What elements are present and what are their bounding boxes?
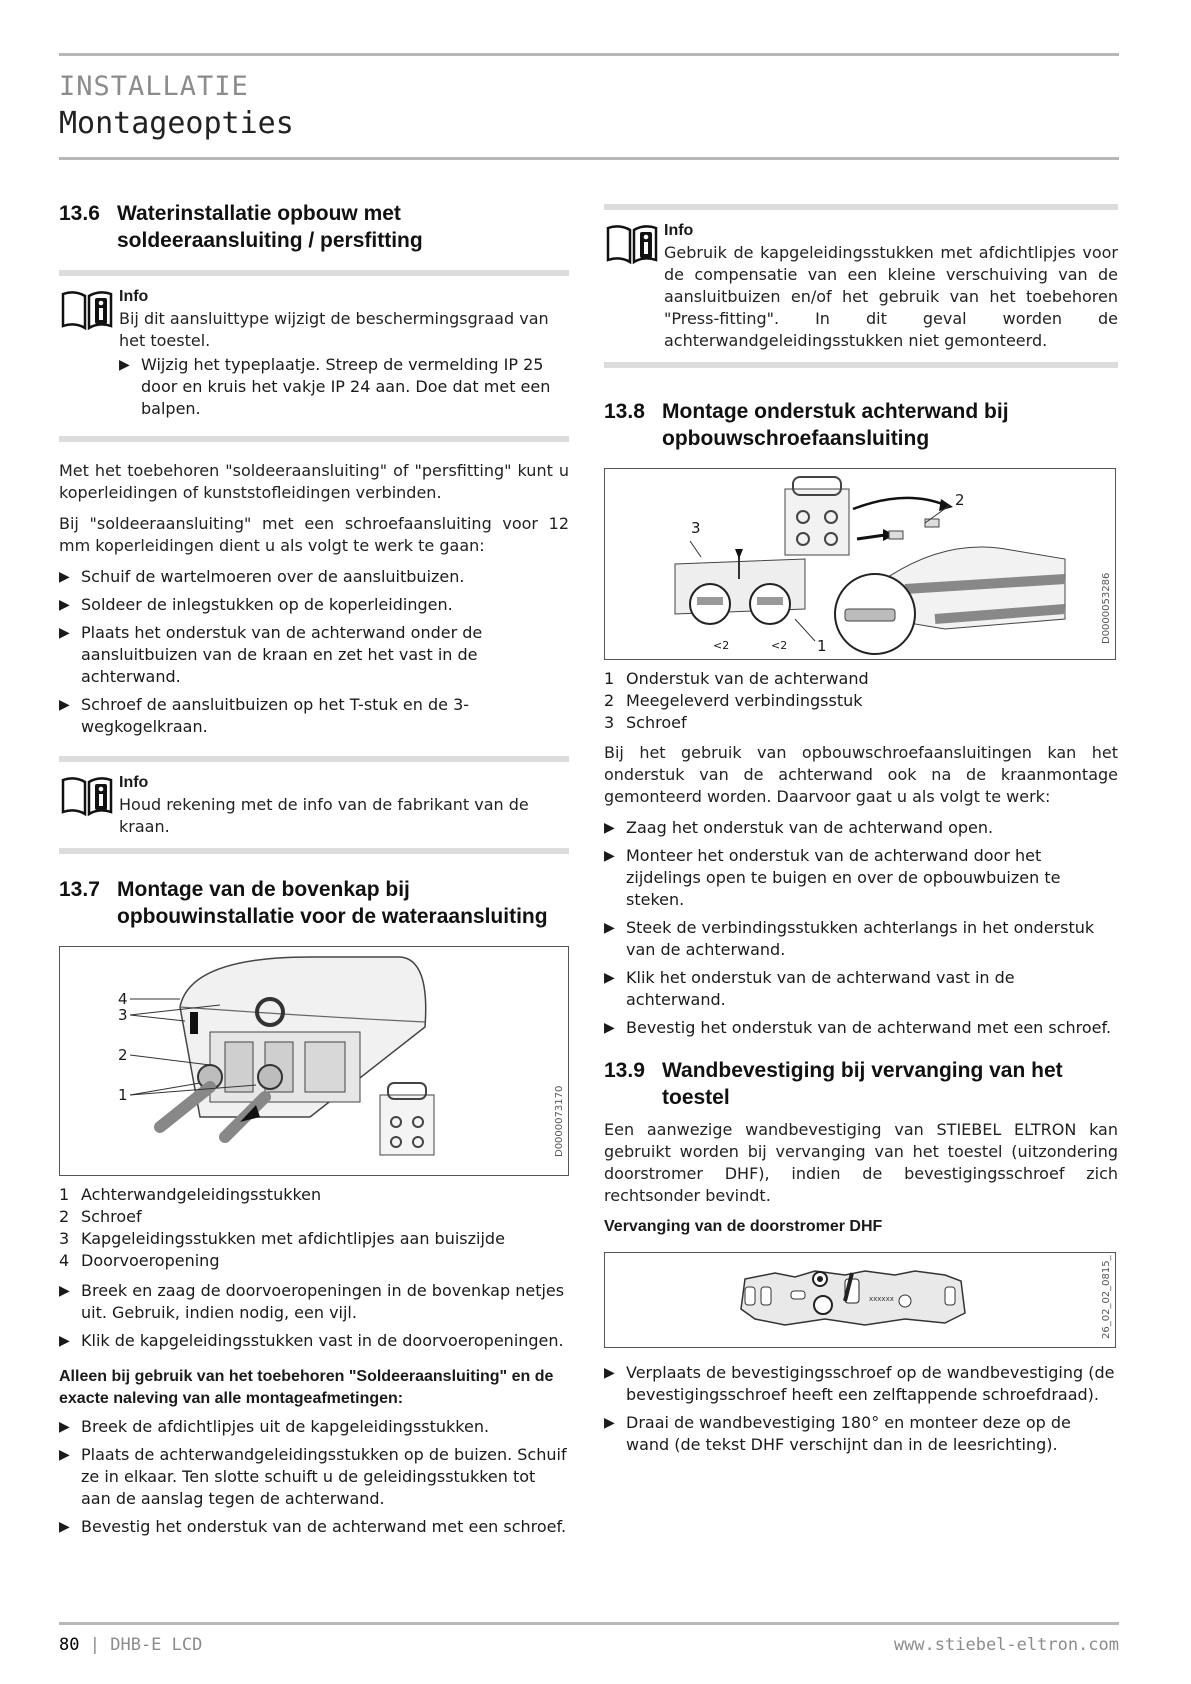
callout-label: <2: [771, 639, 788, 652]
step-list: [59, 1416, 569, 1538]
figure-code: D0000073170: [554, 1085, 565, 1157]
figure-wall-bracket: [604, 1252, 1116, 1348]
bullet-arrow-icon: ▶: [604, 1020, 615, 1036]
legend-number: 3: [59, 1229, 70, 1248]
svg-text:xxxxxx: xxxxxx: [869, 1295, 894, 1303]
header-top-rule: [59, 53, 1119, 56]
info-box: [59, 270, 569, 442]
step-text: Plaats het onderstuk van de achterwand onder de aansluitbuizen van de kraan en zet het vast in de achterwand.: [81, 623, 483, 686]
footer-separator: |: [89, 1635, 100, 1655]
step-text: Klik het onderstuk van de achterwand vast in de achterwand.: [626, 968, 1015, 1009]
bullet-arrow-icon: ▶: [59, 697, 70, 713]
bullet-arrow-icon: ▶: [59, 1283, 70, 1299]
list-item: [59, 594, 569, 616]
legend-item: [59, 1184, 569, 1206]
bullet-arrow-icon: ▶: [604, 820, 615, 836]
section-number: 13.9: [604, 1059, 645, 1082]
info-step-list: [119, 354, 569, 420]
legend-item: [604, 668, 1118, 690]
header-bottom-rule: [59, 157, 1119, 160]
section-title: Waterinstallatie opbouw met soldeeraansluiting / persfitting: [117, 202, 423, 252]
subheading: Vervanging van de doorstromer DHF: [604, 1218, 883, 1235]
cover-installation-drawing: [60, 947, 566, 1173]
bullet-arrow-icon: ▶: [604, 1365, 615, 1381]
callout-label: 2: [955, 491, 965, 509]
step-text: Plaats de achterwandgeleidingsstukken op de buizen. Schuif ze in elkaar. Ten slotte schuift u de geleidingsstukken tot aan de aanslag tegen de achterwand.: [81, 1445, 567, 1508]
step-text: Breek de afdichtlipjes uit de kapgeleidingsstukken.: [81, 1417, 490, 1436]
callout-label: <2: [713, 639, 730, 652]
footer-left: [59, 1635, 202, 1655]
list-item: [59, 694, 569, 738]
section-title: Montage onderstuk achterwand bij opbouwschroefaansluiting: [662, 400, 1009, 450]
bullet-arrow-icon: ▶: [604, 920, 615, 936]
figure-code: D0000053286: [1101, 572, 1112, 644]
paragraph: Een aanwezige wandbevestiging van STIEBEL ELTRON kan gebruikt worden bij vervanging van het toestel (uitzondering doorstromer DHF), indien de bevestigingsschroef zich rechtsonder bevindt.: [604, 1120, 1118, 1205]
info-box: [604, 204, 1118, 368]
list-item: [604, 845, 1118, 911]
callout-label: 3: [118, 1006, 128, 1024]
legend-number: 2: [59, 1207, 70, 1226]
bullet-arrow-icon: ▶: [604, 970, 615, 986]
list-item: [604, 1017, 1118, 1039]
section-title: Wandbevestiging bij vervanging van het toestel: [662, 1059, 1063, 1109]
step-text: Klik de kapgeleidingsstukken vast in de doorvoeropeningen.: [81, 1331, 564, 1350]
bullet-arrow-icon: ▶: [59, 1447, 70, 1463]
callout-label: 2: [118, 1046, 128, 1064]
step-text: Schroef de aansluitbuizen op het T-stuk en de 3-wegkogelkraan.: [81, 695, 470, 736]
legend-text: Achterwandgeleidingsstukken: [81, 1185, 322, 1204]
paragraph: Bij "soldeeraansluiting" met een schroefaansluiting voor 12 mm koperleidingen dient u als volgt te werk te gaan:: [59, 514, 569, 555]
callout-label: 1: [817, 637, 827, 655]
info-book-icon: [604, 220, 660, 266]
info-book-icon: [59, 772, 115, 818]
list-item: [604, 1412, 1118, 1456]
page-number: 80: [59, 1635, 80, 1655]
legend-item: [59, 1250, 569, 1272]
legend-number: 3: [604, 713, 615, 732]
list-item: [604, 917, 1118, 961]
figure-legend: [59, 1184, 569, 1272]
footer-rule: [59, 1622, 1119, 1625]
backwall-lower-part-drawing: [605, 469, 1113, 657]
section-13-9-heading: [604, 1057, 1118, 1111]
step-text: Steek de verbindingsstukken achterlangs in het onderstuk van de achterwand.: [626, 918, 1095, 959]
callout-label: 1: [118, 1086, 128, 1104]
list-item: [59, 1416, 569, 1438]
bullet-arrow-icon: ▶: [604, 1415, 615, 1431]
legend-item: [604, 712, 1118, 734]
page-header: [59, 70, 1119, 144]
section-number: 13.6: [59, 202, 100, 225]
step-list: [59, 1280, 569, 1352]
bullet-arrow-icon: ▶: [59, 625, 70, 641]
list-item: [604, 1362, 1118, 1406]
step-text: Zaag het onderstuk van de achterwand open.: [626, 818, 994, 837]
list-item: [59, 622, 569, 688]
list-item: [119, 354, 569, 420]
figure-lower-part-backwall: [604, 468, 1116, 660]
bullet-arrow-icon: ▶: [59, 1519, 70, 1535]
figure-code: 26_02_02_0815_: [1101, 1255, 1112, 1339]
section-13-8-heading: [604, 398, 1118, 452]
info-label: Info: [119, 288, 149, 305]
legend-text: Meegeleverd verbindingsstuk: [626, 691, 863, 710]
step-text: Soldeer de inlegstukken op de koperleidingen.: [81, 595, 453, 614]
legend-text: Schroef: [81, 1207, 142, 1226]
bullet-arrow-icon: ▶: [59, 597, 70, 613]
right-column: [604, 210, 1118, 1464]
info-box: [59, 756, 569, 854]
list-item: [59, 566, 569, 588]
legend-item: [604, 690, 1118, 712]
step-text: Schuif de wartelmoeren over de aansluitbuizen.: [81, 567, 465, 586]
legend-item: [59, 1228, 569, 1250]
step-text: Verplaats de bevestigingsschroef op de wandbevestiging (de bevestigingsschroef heeft een zelftappende schroefdraad).: [626, 1363, 1115, 1404]
section-number: 13.7: [59, 878, 100, 901]
step-list: [604, 817, 1118, 1039]
section-13-7-heading: [59, 876, 569, 930]
callout-label: 3: [691, 519, 701, 537]
info-label: Info: [119, 774, 149, 791]
list-item: [59, 1444, 569, 1510]
step-text: Bevestig het onderstuk van de achterwand met een schroef.: [626, 1018, 1112, 1037]
figure-legend: [604, 668, 1118, 734]
info-text: Gebruik de kapgeleidingsstukken met afdichtlipjes voor de compensatie van een kleine verschuiving van de aansluitbuizen en/of het gebruik van het toebehoren "Press-fitting". In dit geval worden de achterwandgeleidingsstukken niet gemonteerd.: [664, 243, 1118, 350]
step-text: Draai de wandbevestiging 180° en monteer deze op de wand (de tekst DHF verschijnt dan in de leesrichting).: [626, 1413, 1071, 1454]
legend-number: 2: [604, 691, 615, 710]
section-13-6-heading: [59, 200, 569, 254]
figure-cover-installation: [59, 946, 569, 1176]
bullet-arrow-icon: ▶: [59, 569, 70, 585]
paragraph: Bij het gebruik van opbouwschroefaansluitingen kan het onderstuk van de achterwand ook na de kraanmontage gemonteerd worden. Daarvoor gaat u als volgt te werk:: [604, 743, 1118, 806]
info-text: Bij dit aansluittype wijzigt de beschermingsgraad van het toestel.: [119, 309, 549, 350]
legend-number: 1: [59, 1185, 70, 1204]
step-list: [59, 566, 569, 738]
left-column: [59, 200, 569, 1546]
info-label: Info: [664, 222, 694, 239]
step-text: Wijzig het typeplaatje. Streep de vermelding IP 25 door en kruis het vakje IP 24 aan. Doe dat met een balpen.: [141, 355, 551, 418]
bullet-arrow-icon: ▶: [59, 1419, 70, 1435]
info-text: Houd rekening met de info van de fabrikant van de kraan.: [119, 795, 529, 836]
list-item: [59, 1516, 569, 1538]
bullet-arrow-icon: ▶: [119, 357, 130, 373]
step-text: Monteer het onderstuk van de achterwand door het zijdelings open te buigen en over de opbouwbuizen te steken.: [626, 846, 1061, 909]
legend-number: 1: [604, 669, 615, 688]
paragraph: Met het toebehoren "soldeeraansluiting" of "persfitting" kunt u koperleidingen of kunststofleidingen verbinden.: [59, 461, 569, 502]
list-item: [604, 967, 1118, 1011]
legend-text: Doorvoeropening: [81, 1251, 220, 1270]
list-item: [59, 1330, 569, 1352]
step-text: Bevestig het onderstuk van de achterwand met een schroef.: [81, 1517, 567, 1536]
section-title: Montage van de bovenkap bij opbouwinstallatie voor de wateraansluiting: [117, 878, 548, 928]
wall-bracket-drawing: [605, 1253, 1113, 1345]
legend-text: Schroef: [626, 713, 687, 732]
legend-number: 4: [59, 1251, 70, 1270]
subheading: Alleen bij gebruik van het toebehoren "Soldeeraansluiting" en de exacte naleving van alle montageafmetingen:: [59, 1368, 554, 1407]
legend-text: Kapgeleidingsstukken met afdichtlipjes aan buiszijde: [81, 1229, 505, 1248]
section-label: INSTALLATIE: [59, 71, 249, 102]
legend-text: Onderstuk van de achterwand: [626, 669, 869, 688]
page-footer: [59, 1635, 1119, 1655]
footer-url[interactable]: www.stiebel-eltron.com: [893, 1635, 1119, 1655]
page-title: Montageopties: [59, 106, 294, 141]
step-list: [604, 1362, 1118, 1456]
info-book-icon: [59, 286, 115, 332]
list-item: [59, 1280, 569, 1324]
callout-label: 4: [118, 990, 128, 1008]
list-item: [604, 817, 1118, 839]
bullet-arrow-icon: ▶: [604, 848, 615, 864]
bullet-arrow-icon: ▶: [59, 1333, 70, 1349]
model-name: DHB-E LCD: [110, 1635, 203, 1655]
step-text: Breek en zaag de doorvoeropeningen in de bovenkap netjes uit. Gebruik, indien nodig, een vijl.: [81, 1281, 565, 1322]
legend-item: [59, 1206, 569, 1228]
section-number: 13.8: [604, 400, 645, 423]
